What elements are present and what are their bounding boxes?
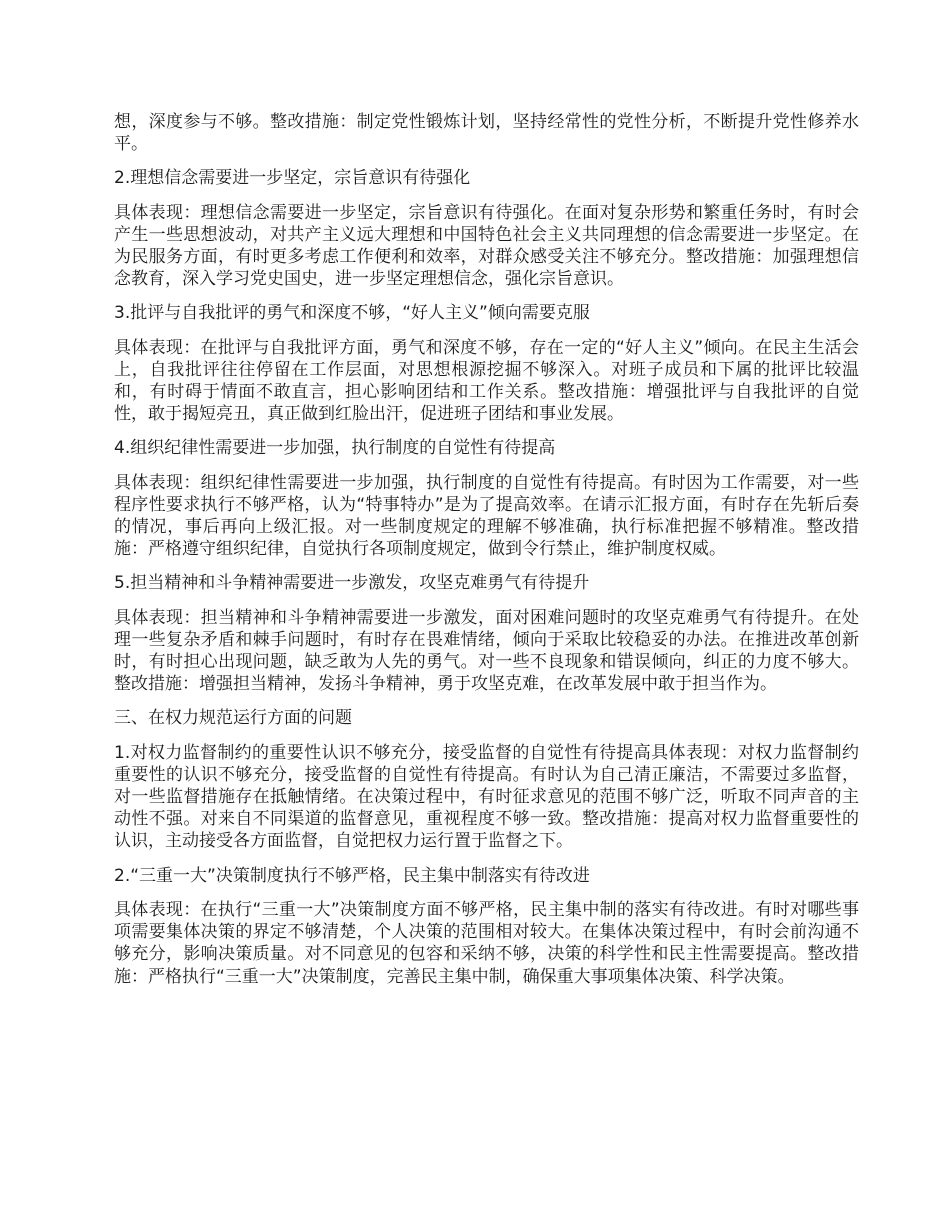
chapter-heading: 三、在权力规范运行方面的问题 (114, 708, 352, 729)
paragraph: 具体表现：担当精神和斗争精神需要进一步激发，面对困难问题时的攻坚克难勇气有待提升。在处理一些复杂矛盾和棘手问题时，有时存在畏难情绪，倾向于采取比较稳妥的办法。在推进改革创新时，有时担心出现问题，缺乏敢为人先的勇气。对一些不良现象和错误倾向，纠正的力度不够大。整改措施：增强担当精神，发扬斗争精神，勇于攻坚克难，在改革发展中敢于担当作为。 (114, 607, 859, 695)
section-heading: 4.组织纪律性需要进一步加强，执行制度的自觉性有待提高 (114, 438, 556, 459)
section-heading: 2.“三重一大”决策制度执行不够严格，民主集中制落实有待改进 (114, 865, 590, 886)
section-heading: 2.理想信念需要进一步坚定，宗旨意识有待强化 (114, 168, 471, 189)
section-heading: 3.批评与自我批评的勇气和深度不够，“好人主义”倾向需要克服 (114, 303, 590, 324)
section-heading: 5.担当精神和斗争精神需要进一步激发，攻坚克难勇气有待提升 (114, 573, 590, 594)
paragraph: 1.对权力监督制约的重要性认识不够充分，接受监督的自觉性有待提高具体表现：对权力监督制约重要性的认识不够充分，接受监督的自觉性有待提高。有时认为自己清正廉洁，不需要过多监督，对一些监督措施存在抵触情绪。在决策过程中，有时征求意见的范围不够广泛，听取不同声音的主动性不强。对来自不同渠道的监督意见，重视程度不够一致。整改措施：提高对权力监督重要性的认识，主动接受各方面监督，自觉把权力运行置于监督之下。 (114, 742, 859, 852)
paragraph: 具体表现：组织纪律性需要进一步加强，执行制度的自觉性有待提高。有时因为工作需要，对一些程序性要求执行不够严格，认为“特事特办”是为了提高效率。在请示汇报方面，有时存在先斩后奏的情况，事后再向上级汇报。对一些制度规定的理解不够准确，执行标准把握不够精准。整改措施：严格遵守组织纪律，自觉执行各项制度规定，做到令行禁止，维护制度权威。 (114, 472, 859, 560)
document-body (114, 111, 859, 1000)
paragraph: 具体表现：理想信念需要进一步坚定，宗旨意识有待强化。在面对复杂形势和繁重任务时，有时会产生一些思想波动，对共产主义远大理想和中国特色社会主义共同理想的信念需要进一步坚定。在为民服务方面，有时更多考虑工作便利和效率，对群众感受关注不够充分。整改措施：加强理想信念教育，深入学习党史国史，进一步坚定理想信念，强化宗旨意识。 (114, 202, 859, 290)
paragraph: 具体表现：在批评与自我批评方面，勇气和深度不够，存在一定的“好人主义”倾向。在民主生活会上，自我批评往往停留在工作层面，对思想根源挖掘不够深入。对班子成员和下属的批评比较温和，有时碍于情面不敢直言，担心影响团结和工作关系。整改措施：增强批评与自我批评的自觉性，敢于揭短亮丑，真正做到红脸出汗，促进班子团结和事业发展。 (114, 337, 859, 425)
paragraph: 想，深度参与不够。整改措施：制定党性锻炼计划，坚持经常性的党性分析，不断提升党性修养水平。 (114, 112, 859, 155)
paragraph: 具体表现：在执行“三重一大”决策制度方面不够严格，民主集中制的落实有待改进。有时对哪些事项需要集体决策的界定不够清楚，个人决策的范围相对较大。在集体决策过程中，有时会前沟通不够充分，影响决策质量。对不同意见的包容和采纳不够，决策的科学性和民主性需要提高。整改措施：严格执行“三重一大”决策制度，完善民主集中制，确保重大事项集体决策、科学决策。 (114, 899, 859, 987)
